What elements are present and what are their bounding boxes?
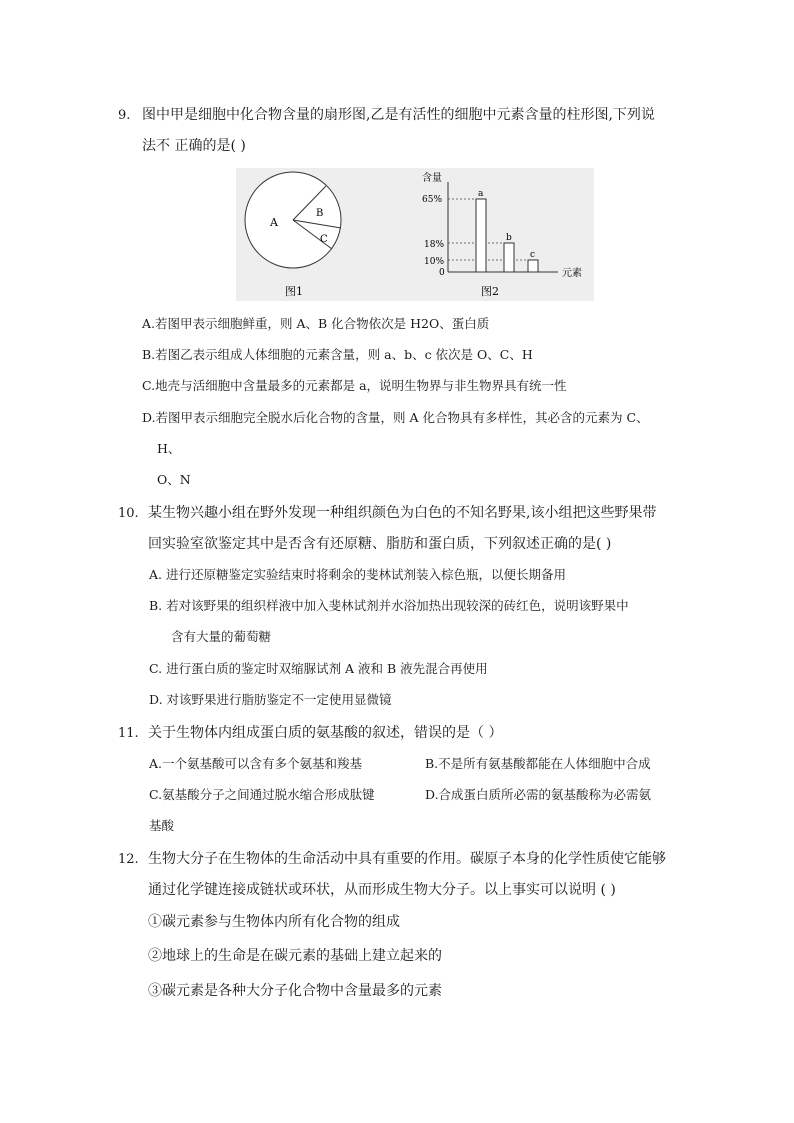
option-c: C.地壳与活细胞中含量最多的元素都是 a，说明生物界与非生物界具有统一性: [142, 378, 567, 393]
question-number: 11.: [118, 726, 139, 741]
question-number: 10.: [118, 506, 139, 521]
question-stem: 关于生物体内组成蛋白质的氨基酸的叙述，错误的是（ ）: [148, 725, 503, 741]
option-b: B.若图乙表示组成人体细胞的元素含量，则 a、b、c 依次是 O、C、H: [142, 347, 533, 362]
y-tick-label: 10%: [424, 257, 445, 267]
bar-b: [504, 243, 514, 272]
question-stem: 回实验室欲鉴定其中是否含有还原糖、脂肪和蛋白质，下列叙述正确的是( ): [148, 536, 612, 552]
question-stem: 法不 正确的是( ): [142, 138, 246, 154]
bar-label-b: b: [506, 233, 512, 243]
figure-caption: 图2: [481, 285, 499, 298]
figure-svg: [236, 168, 594, 301]
y-tick-label: 0: [439, 268, 445, 278]
statement-2: ②地球上的生命是在碳元素的基础上建立起来的: [148, 948, 442, 964]
question-stem: 通过化学键连接成链状或环状，从而形成生物大分子。以上事实可以说明 ( ): [148, 882, 616, 898]
bar-label-a: a: [478, 189, 484, 199]
y-axis-label: 含量: [422, 173, 442, 184]
option-c: C. 进行蛋白质的鉴定时双缩脲试剂 A 液和 B 液先混合再使用: [149, 661, 488, 676]
option-c: C.氨基酸分子之间通过脱水缩合形成肽键: [149, 787, 375, 802]
question-stem: 某生物兴趣小组在野外发现一种组织颜色为白色的不知名野果,该小组把这些野果带: [148, 505, 657, 521]
option-b: B.不是所有氨基酸都能在人体细胞中合成: [425, 756, 651, 771]
option-a: A. 进行还原糖鉴定实验结束时将剩余的斐林试剂装入棕色瓶，以便长期备用: [149, 567, 566, 582]
option-a: A.一个氨基酸可以含有多个氨基和羧基: [149, 756, 363, 771]
pie-chart: [245, 172, 341, 298]
option-d: D.若图甲表示细胞完全脱水后化合物的含量，则 A 化合物具有多样性，其必含的元素为 C、: [142, 410, 649, 425]
y-tick-label: 18%: [424, 240, 445, 250]
option-b-continued: 含有大量的葡萄糖: [171, 629, 272, 644]
pie-label-a: A: [270, 216, 278, 229]
statement-1: ①碳元素参与生物体内所有化合物的组成: [148, 914, 400, 930]
pie-label-c: C: [320, 234, 328, 245]
option-a: A.若图甲表示细胞鲜重，则 A、B 化合物依次是 H2O、蛋白质: [142, 316, 490, 331]
statement-3: ③碳元素是各种大分子化合物中含量最多的元素: [148, 983, 442, 999]
figure-panel: [236, 168, 594, 301]
pie-label-b: B: [316, 208, 324, 219]
bar-label-c: c: [530, 250, 536, 260]
bar-chart: [422, 171, 582, 298]
bar-c: [528, 260, 538, 272]
option-b: B. 若对该野果的组织样液中加入斐林试剂并水浴加热出现较深的砖红色，说明该野果中: [149, 598, 629, 613]
question-stem: 图中甲是细胞中化合物含量的扇形图,乙是有活性的细胞中元素含量的柱形图,下列说: [142, 107, 655, 123]
question-number: 9.: [118, 108, 131, 123]
question-number: 12.: [118, 852, 139, 867]
option-d: D. 对该野果进行脂肪鉴定不一定使用显微镜: [149, 692, 392, 707]
bar-a: [476, 199, 486, 272]
option-d-continued: O、N: [157, 472, 191, 487]
option-d-continued: 基酸: [149, 818, 175, 833]
y-tick-label: 65%: [422, 195, 443, 205]
question-stem: 生物大分子在生物体的生命活动中具有重要的作用。碳原子本身的化学性质使它能够: [148, 851, 666, 867]
figure-caption: 图1: [285, 285, 303, 298]
x-axis-label: 元素: [562, 268, 582, 279]
option-d: D.合成蛋白质所必需的氨基酸称为必需氨: [425, 787, 652, 802]
option-d-continued: H、: [157, 441, 181, 456]
